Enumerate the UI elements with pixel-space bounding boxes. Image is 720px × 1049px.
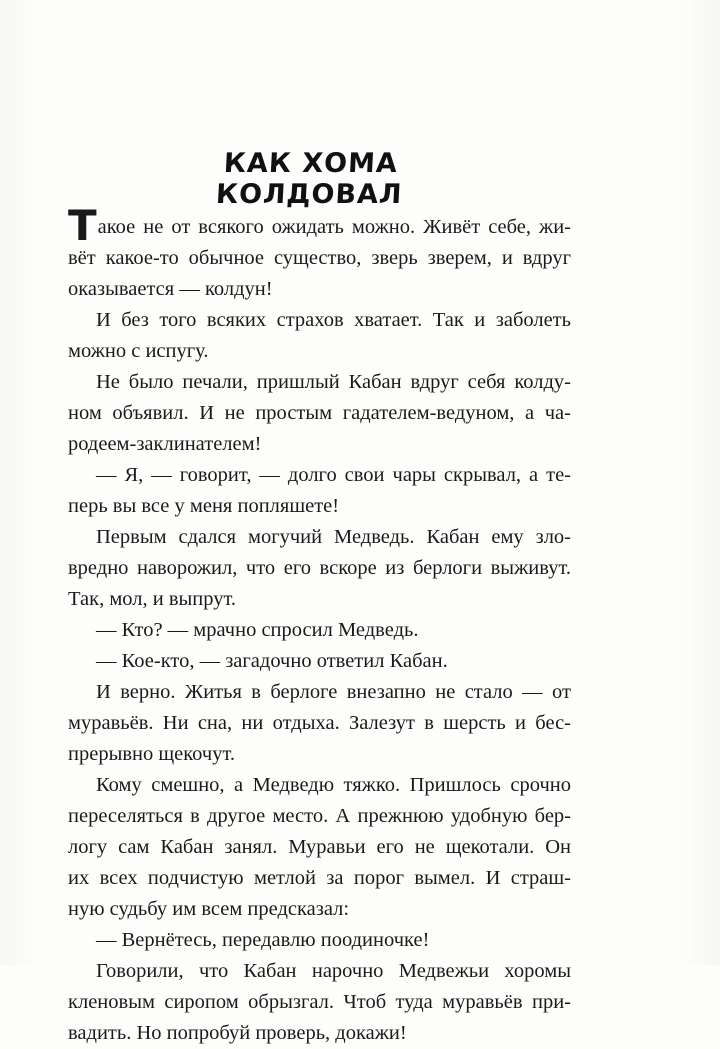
text-line: И верно. Житья в берлоге внезапно не стало — от bbox=[96, 681, 571, 703]
text-line: перь вы все у меня попляшете! bbox=[68, 495, 340, 517]
text-line: можно с испугу. bbox=[68, 340, 209, 362]
text-line: И без того всяких страхов хватает. Так и заболеть bbox=[96, 309, 571, 331]
body-text bbox=[68, 201, 571, 1049]
text-line: Не было печали, пришлый Кабан вдруг себя колду- bbox=[96, 371, 571, 393]
text-line: вёт какое-то обычное существо, зверь зверем, и вдруг bbox=[68, 247, 571, 269]
first-line-text: акое не от всякого ожидать можно. Живёт себе, жи- bbox=[97, 216, 571, 238]
paragraph-first-line bbox=[68, 201, 571, 250]
drop-cap: Т bbox=[68, 201, 97, 250]
chapter-title: КАК ХОМА КОЛДОВАЛ bbox=[215, 148, 404, 210]
text-line: — Я, — говорит, — долго свои чары скрывал, а те- bbox=[96, 464, 571, 486]
text-line: Говорили, что Кабан нарочно Медвежьи хоромы bbox=[96, 960, 571, 982]
text-line: муравьёв. Ни сна, ни отдыха. Залезут в шерсть и бес- bbox=[68, 712, 571, 734]
text-line: их всех подчистую метлой за порог вымел. И страш- bbox=[68, 867, 571, 889]
text-line: Так, мол, и выпрут. bbox=[68, 588, 237, 610]
text-line: логу сам Кабан занял. Муравьи его не щекотали. Он bbox=[68, 836, 571, 858]
text-line: Кому смешно, а Медведю тяжко. Пришлось срочно bbox=[96, 774, 571, 796]
text-line: вредно наворожил, что его вскоре из берлоги выживут. bbox=[68, 557, 571, 579]
text-line: Первым сдался могучий Медведь. Кабан ему зло- bbox=[96, 526, 571, 548]
text-line: — Кто? — мрачно спросил Медведь. bbox=[96, 619, 419, 641]
text-line: — Вернётесь, передавлю поодиночке! bbox=[96, 929, 430, 951]
text-line: прерывно щекочут. bbox=[68, 743, 235, 765]
text-line: переселяться в другое место. А прежнюю удобную бер- bbox=[68, 805, 571, 827]
text-line: ную судьбу им всем предсказал: bbox=[68, 898, 350, 920]
text-line: ном объявил. И не простым гадателем-ведуном, а ча- bbox=[68, 402, 571, 424]
text-line: оказывается — колдун! bbox=[68, 278, 273, 300]
text-line: родеем-заклинателем! bbox=[68, 433, 262, 455]
text-line: кленовым сиропом обрызгал. Чтоб туда муравьёв при- bbox=[68, 991, 571, 1013]
text-line: — Кое-кто, — загадочно ответил Кабан. bbox=[96, 650, 448, 672]
text-line: вадить. Но попробуй проверь, докажи! bbox=[68, 1022, 407, 1044]
